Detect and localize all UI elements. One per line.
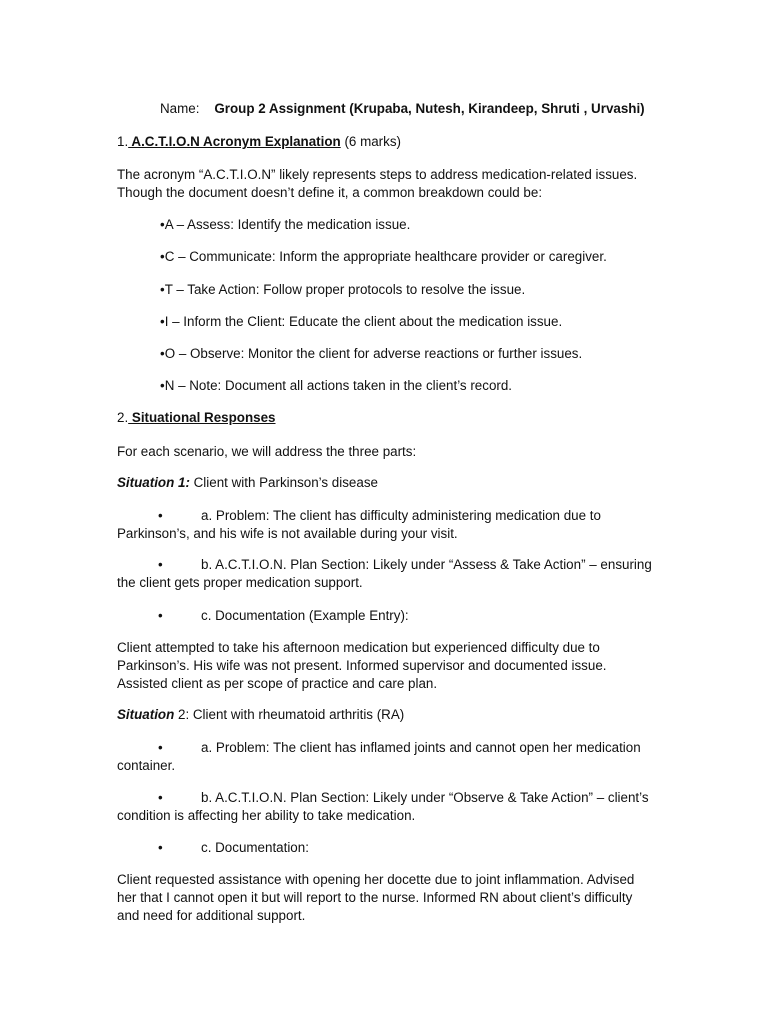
- situation-1-documentation-label: c. Documentation (Example Entry):: [201, 608, 409, 623]
- situation-2-problem: a. Problem: The client has inflamed joints and cannot open her medication container.: [117, 740, 641, 773]
- acronym-item-o: •O – Observe: Monitor the client for adverse reactions or further issues.: [160, 346, 583, 361]
- situation-1-point-c: [117, 607, 657, 625]
- situation-2-point-c: [117, 839, 657, 857]
- bullet: •: [158, 608, 163, 623]
- section-1-number: 1.: [117, 134, 129, 149]
- acronym-item-t: •T – Take Action: Follow proper protocols to resolve the issue.: [160, 282, 526, 297]
- situation-2-heading: [117, 706, 657, 724]
- situation-1-documentation: Client attempted to take his afternoon medication but experienced difficulty due to Parkinson’s. His wife was not present. Informed supervisor and documented issue. Assisted client as per scope of practice and care plan.: [117, 640, 607, 691]
- situation-2-title: 2: Client with rheumatoid arthritis (RA): [174, 707, 405, 722]
- situation-1-title: Client with Parkinson’s disease: [189, 475, 378, 490]
- situation-2-point-b: [117, 789, 657, 825]
- situation-2-plan-section: b. A.C.T.I.O.N. Plan Section: Likely under “Observe & Take Action” – client’s condition is affecting her ability to take medication.: [117, 790, 649, 823]
- situation-1-problem: a. Problem: The client has difficulty administering medication due to Parkinson’s, and his wife is not available during your visit.: [117, 508, 601, 541]
- situation-1-heading: [117, 474, 657, 492]
- situation-2-documentation: Client requested assistance with opening her docette due to joint inflammation. Advised her that I cannot open it but will report to the nurse. Informed RN about client’s difficulty and need for additional support.: [117, 872, 635, 923]
- situation-2-point-a: [117, 739, 657, 775]
- acronym-item-n: •N – Note: Document all actions taken in the client’s record.: [160, 378, 513, 393]
- acronym-item-i: •I – Inform the Client: Educate the client about the medication issue.: [160, 314, 563, 329]
- section-2-intro: For each scenario, we will address the three parts:: [117, 444, 417, 459]
- section-2-title: Situational Responses: [128, 410, 276, 425]
- name-label: Name:: [160, 101, 200, 116]
- section-2-heading: [117, 409, 657, 427]
- situation-2-label: Situation: [117, 707, 175, 722]
- section-2-number: 2.: [117, 410, 129, 425]
- bullet: •: [158, 740, 163, 755]
- situation-1-plan-section: b. A.C.T.I.O.N. Plan Section: Likely under “Assess & Take Action” – ensuring the client gets proper medication support.: [117, 557, 652, 590]
- bullet: •: [158, 840, 163, 855]
- section-1-intro: The acronym “A.C.T.I.O.N” likely represents steps to address medication-related issues. Though the document doesn’t define it, a common breakdown could be:: [117, 167, 638, 200]
- acronym-item-a: •A – Assess: Identify the medication issue.: [160, 217, 411, 232]
- situation-1-point-b: [117, 556, 657, 592]
- bullet: •: [158, 557, 163, 572]
- bullet: •: [158, 790, 163, 805]
- name-line: [160, 100, 680, 118]
- situation-2-documentation-label: c. Documentation:: [201, 840, 309, 855]
- assignment-title: Group 2 Assignment (Krupaba, Nutesh, Kirandeep, Shruti , Urvashi): [214, 101, 645, 116]
- section-1-heading: [117, 133, 657, 151]
- acronym-item-c: •C – Communicate: Inform the appropriate healthcare provider or caregiver.: [160, 249, 607, 264]
- situation-1-point-a: [117, 507, 657, 543]
- section-1-title: A.C.T.I.O.N Acronym Explanation: [128, 134, 341, 149]
- bullet: •: [158, 508, 163, 523]
- situation-1-label: Situation 1:: [117, 475, 190, 490]
- section-1-marks: (6 marks): [340, 134, 401, 149]
